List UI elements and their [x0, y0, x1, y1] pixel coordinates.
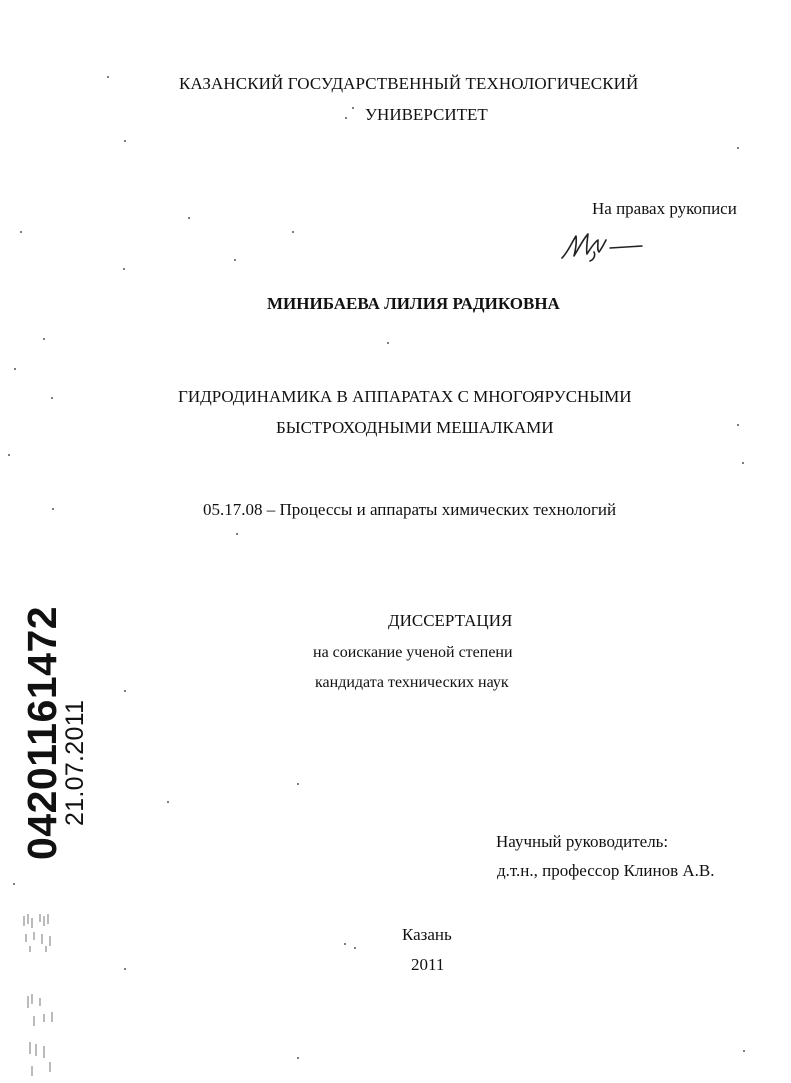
year: 2011	[411, 955, 445, 974]
scan-speck	[297, 783, 299, 785]
advisor-name: д.т.н., профессор Клинов А.В.	[497, 861, 715, 880]
author-name: МИНИБАЕВА ЛИЛИЯ РАДИКОВНА	[267, 294, 560, 313]
scan-speck	[20, 231, 22, 233]
scan-speck	[387, 342, 389, 344]
scan-speck	[737, 424, 739, 426]
scan-speck	[124, 968, 126, 970]
scan-speck	[124, 690, 126, 692]
document-type: ДИССЕРТАЦИЯ	[388, 611, 513, 630]
degree-line-2: кандидата технических наук	[315, 674, 509, 691]
scan-speck	[344, 943, 346, 945]
scan-speck	[188, 217, 190, 219]
scan-barcode-fragment	[22, 992, 62, 1032]
university-name-line-1: КАЗАНСКИЙ ГОСУДАРСТВЕННЫЙ ТЕХНОЛОГИЧЕСКИЙ	[179, 74, 639, 93]
rights-note: На правах рукописи	[592, 199, 737, 218]
scan-speck	[742, 462, 744, 464]
university-name-line-2: УНИВЕРСИТЕТ	[365, 105, 488, 124]
scan-speck	[167, 801, 169, 803]
scan-speck	[737, 147, 739, 149]
city: Казань	[402, 925, 452, 944]
scan-speck	[743, 1050, 745, 1052]
scan-speck	[8, 454, 10, 456]
scan-barcode-fragment	[18, 912, 58, 952]
scan-speck	[14, 368, 16, 370]
advisor-label: Научный руководитель:	[496, 832, 669, 851]
scan-speck	[345, 117, 347, 119]
degree-line-1: на соискание ученой степени	[313, 644, 513, 661]
scan-speck	[43, 338, 45, 340]
scan-speck	[13, 883, 15, 885]
signature-image	[560, 228, 650, 262]
scan-speck	[354, 947, 356, 949]
scan-speck	[52, 508, 54, 510]
specialty-code: 05.17.08 – Процессы и аппараты химических технологий	[203, 500, 617, 519]
scan-speck	[292, 231, 294, 233]
scan-speck	[234, 259, 236, 261]
scan-speck	[107, 76, 109, 78]
library-stamp-date: 21.07.2011	[61, 699, 89, 826]
scan-speck	[124, 140, 126, 142]
dissertation-title-line-2: БЫСТРОХОДНЫМИ МЕШАЛКАМИ	[276, 418, 554, 437]
scan-speck	[352, 107, 354, 109]
scan-barcode-fragment	[22, 1040, 62, 1080]
library-stamp-number: 04201161472	[19, 605, 65, 860]
scan-speck	[51, 397, 53, 399]
scan-speck	[297, 1057, 299, 1059]
scan-speck	[236, 533, 238, 535]
scan-speck	[123, 268, 125, 270]
dissertation-title-line-1: ГИДРОДИНАМИКА В АППАРАТАХ С МНОГОЯРУСНЫМИ	[178, 387, 632, 406]
